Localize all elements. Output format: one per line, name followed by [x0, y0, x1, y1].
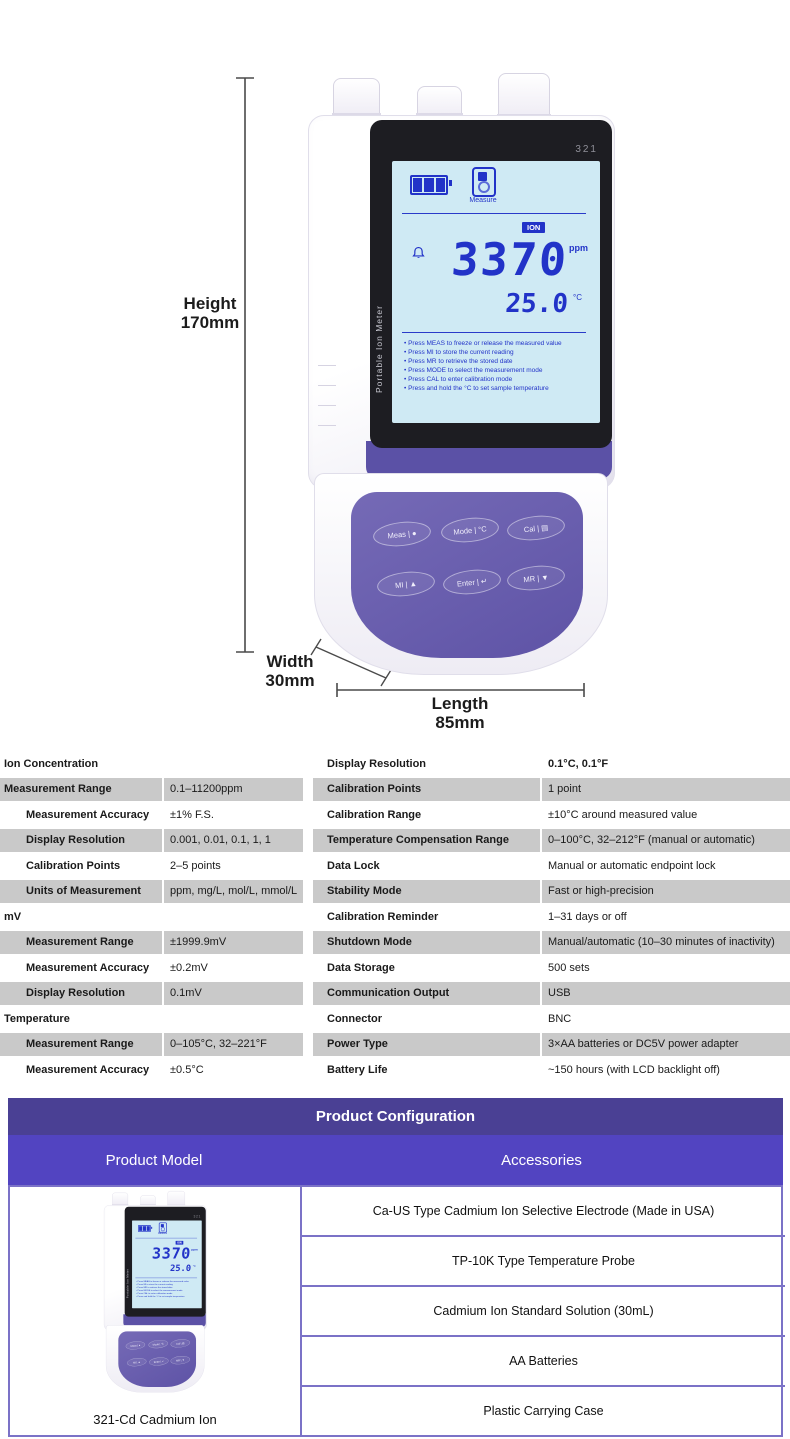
spec-value: ±0.2mV: [162, 956, 303, 980]
keypad-button: Enter | ↵: [442, 567, 502, 597]
ion-reading-value: 3370: [151, 1244, 192, 1263]
grip-line: [318, 425, 336, 426]
accessories-list: [302, 1187, 785, 1435]
spec-label: Connector: [327, 1012, 382, 1025]
keypad-button: Cal | ▤: [506, 513, 566, 543]
lcd-instruction-line: • Press MR to retrieve the stored date: [404, 357, 594, 366]
ion-meter-image: [308, 73, 613, 673]
lcd-instruction-line: • Press MEAS to freeze or release the measured value: [404, 339, 594, 348]
lcd-screen: [392, 161, 600, 423]
spec-value: [162, 752, 303, 776]
length-value: 85mm: [435, 713, 485, 732]
temperature-unit: °C: [573, 293, 582, 302]
temperature-unit: °C: [192, 1264, 196, 1268]
spec-row: [313, 982, 790, 1008]
spec-label: Measurement Accuracy: [26, 1063, 150, 1076]
product-configuration-table: [8, 1098, 783, 1437]
spec-value: ±1% F.S.: [162, 803, 303, 827]
width-value: 30mm: [265, 671, 315, 690]
spec-value: 0.1–11200ppm: [162, 778, 303, 802]
config-header-row: [8, 1135, 783, 1185]
spec-label: Power Type: [327, 1038, 388, 1051]
product-model-cell: [10, 1187, 302, 1435]
grip-line: [318, 385, 336, 386]
keypad-button: Enter | ↵: [149, 1357, 169, 1367]
accessory-item: Ca-US Type Cadmium Ion Selective Electrode (Made in USA): [302, 1187, 785, 1237]
spec-label: Calibration Reminder: [327, 910, 439, 923]
spec-row: [313, 1033, 790, 1059]
spec-value: 0.1mV: [162, 982, 303, 1006]
spec-label: Display Resolution: [26, 834, 126, 847]
spec-label: Measurement Accuracy: [26, 961, 150, 974]
lcd-instructions: [136, 1280, 200, 1298]
lcd-screen: [132, 1220, 202, 1308]
spec-value: ±1999.9mV: [162, 931, 303, 955]
spec-row: [313, 778, 790, 804]
ion-reading-unit: ppm: [191, 1247, 198, 1252]
config-body: [8, 1185, 783, 1437]
spec-value: ~150 hours (with LCD backlight off): [540, 1058, 790, 1082]
lcd-instruction-line: • Press and hold the °C to set sample temperature: [404, 384, 594, 393]
spec-row: [0, 778, 303, 804]
spec-value: ppm, mg/L, mol/L, mmol/L: [162, 880, 303, 904]
length-dimension-label: [382, 694, 538, 732]
lcd-instruction-line: • Press and hold the °C to set sample temperature: [136, 1295, 200, 1298]
spec-label: Battery Life: [327, 1063, 388, 1076]
spec-label: Shutdown Mode: [327, 936, 412, 949]
spec-row: [313, 956, 790, 982]
height-dimension-line: [236, 78, 254, 652]
meter-lower-body: [314, 473, 608, 675]
spec-value: ±0.5°C: [162, 1058, 303, 1082]
config-col-accessories: Accessories: [501, 1151, 582, 1169]
spec-row: [0, 752, 303, 778]
ion-reading-unit: ppm: [569, 243, 588, 253]
spec-value: 500 sets: [540, 956, 790, 980]
spec-value: 1 point: [540, 778, 790, 802]
ion-reading-value: 3370: [449, 233, 570, 286]
spec-row: [0, 1058, 303, 1084]
lcd-instruction-line: • Press MODE to select the measurement mode: [404, 366, 594, 375]
accessory-item: TP-10K Type Temperature Probe: [302, 1237, 785, 1287]
spec-value: 1–31 days or off: [540, 905, 790, 929]
spec-label: mV: [4, 910, 22, 923]
accessory-item: AA Batteries: [302, 1337, 785, 1387]
spec-label: Display Resolution: [327, 757, 427, 770]
spec-row: [0, 803, 303, 829]
spec-row: [313, 803, 790, 829]
spec-label: Measurement Range: [4, 783, 112, 796]
model-number-label: 321: [193, 1214, 202, 1219]
spec-row: [313, 752, 790, 778]
spec-label: Ion Concentration: [4, 757, 99, 770]
spec-value: ±10°C around measured value: [540, 803, 790, 827]
grip-line: [318, 405, 336, 406]
battery-icon: [138, 1225, 151, 1232]
spec-row: [0, 982, 303, 1008]
side-brand-label: Portable Ion Meter: [374, 305, 384, 393]
spec-label: Display Resolution: [26, 987, 126, 1000]
spec-value: Manual or automatic endpoint lock: [540, 854, 790, 878]
spec-row: [313, 854, 790, 880]
spec-label: Calibration Points: [26, 859, 121, 872]
battery-icon: [410, 175, 448, 195]
lcd-instruction-line: • Press MEAS to freeze or release the measured value: [136, 1280, 200, 1283]
spec-label: Units of Measurement: [26, 885, 141, 898]
spec-row: [0, 829, 303, 855]
spec-value: [162, 1007, 303, 1031]
spec-row: [0, 905, 303, 931]
grip-line: [318, 365, 336, 366]
config-title: Product Configuration: [8, 1098, 783, 1135]
spec-row: [313, 829, 790, 855]
measure-label: Measure: [469, 197, 497, 204]
specifications-table: [0, 752, 790, 1084]
measure-label: Measure: [157, 1232, 168, 1235]
temperature-value: 25.0: [169, 1263, 192, 1274]
spec-label: Calibration Range: [327, 808, 422, 821]
height-label: Height: [183, 294, 237, 313]
model-number-label: 321: [575, 144, 598, 155]
height-value: 170mm: [180, 313, 240, 332]
spec-row: [313, 1007, 790, 1033]
keypad-button: Meas | ●: [372, 519, 432, 549]
spec-value: 0–100°C, 32–212°F (manual or automatic): [540, 829, 790, 853]
lcd-instruction-line: • Press CAL to enter calibration mode: [136, 1292, 200, 1295]
spec-value: [162, 905, 303, 929]
meter-lower-body: [106, 1325, 204, 1393]
side-brand-label: Portable Ion Meter: [126, 1268, 130, 1299]
lcd-instruction-line: • Press MODE to select the measurement mode: [136, 1289, 200, 1292]
keypad-button: MR | ▼: [170, 1355, 190, 1365]
spec-value: 0–105°C, 32–221°F: [162, 1033, 303, 1057]
lcd-divider: [402, 213, 586, 214]
spec-value: USB: [540, 982, 790, 1006]
spec-label: Stability Mode: [327, 885, 402, 898]
spec-value: 3×AA batteries or DC5V power adapter: [540, 1033, 790, 1057]
accessory-item: Cadmium Ion Standard Solution (30mL): [302, 1287, 785, 1337]
keypad-button: Mode | °C: [148, 1339, 168, 1349]
keypad-panel: [118, 1331, 196, 1387]
spec-row: [313, 1058, 790, 1084]
ion-mode-badge: ION: [522, 222, 545, 233]
spec-row: [0, 854, 303, 880]
spec-value: 0.1°C, 0.1°F: [540, 752, 790, 776]
spec-value: Manual/automatic (10–30 minutes of inactivity): [540, 931, 790, 955]
keypad-button: MI | ▲: [127, 1357, 147, 1367]
temperature-value: 25.0: [504, 289, 570, 319]
spec-row: [313, 880, 790, 906]
spec-value: 0.001, 0.01, 0.1, 1, 1: [162, 829, 303, 853]
lcd-instruction-line: • Press MI to store the current reading: [136, 1283, 200, 1286]
spec-label: Measurement Accuracy: [26, 808, 150, 821]
spec-value: BNC: [540, 1007, 790, 1031]
keypad-panel: [351, 492, 583, 658]
spec-row: [0, 956, 303, 982]
spec-row: [0, 1007, 303, 1033]
spec-table-left: [0, 752, 303, 1084]
measure-electrode-icon: [472, 167, 496, 197]
keypad-button: MI | ▲: [376, 569, 436, 599]
spec-table-right: [313, 752, 790, 1084]
spec-row: [0, 1033, 303, 1059]
spec-label: Data Storage: [327, 961, 395, 974]
accessory-item: Plastic Carrying Case: [483, 1404, 604, 1418]
spec-value: Fast or high-precision: [540, 880, 790, 904]
height-dimension-label: [148, 294, 272, 332]
product-model-caption: 321-Cd Cadmium Ion: [93, 1412, 217, 1427]
ion-mode-badge: ION: [177, 1241, 182, 1245]
mini-product-image: [104, 1191, 206, 1392]
spec-row: [0, 880, 303, 906]
lcd-instructions: [404, 339, 594, 393]
lcd-instruction-line: • Press CAL to enter calibration mode: [404, 375, 594, 384]
measure-electrode-icon: [159, 1222, 167, 1232]
spec-value: 2–5 points: [162, 854, 303, 878]
spec-label: Communication Output: [327, 987, 450, 1000]
config-col-product-model: Product Model: [105, 1151, 203, 1169]
spec-label: Measurement Range: [26, 1038, 134, 1051]
spec-row: [0, 931, 303, 957]
spec-label: Calibration Points: [327, 783, 422, 796]
lcd-instruction-line: • Press MR to retrieve the stored date: [136, 1286, 200, 1289]
keypad-button: Cal | ▤: [170, 1338, 190, 1348]
keypad-button: Mode | °C: [440, 515, 500, 545]
spec-row: [313, 905, 790, 931]
spec-label: Measurement Range: [26, 936, 134, 949]
keypad-button: Meas | ●: [125, 1340, 145, 1350]
keypad-button: MR | ▼: [506, 563, 566, 593]
length-label: Length: [431, 694, 489, 713]
spec-label: Temperature Compensation Range: [327, 834, 509, 847]
lcd-divider: [402, 332, 586, 333]
width-label: Width: [266, 652, 314, 671]
spec-label: Temperature: [4, 1012, 70, 1025]
spec-label: Data Lock: [327, 859, 380, 872]
lcd-instruction-line: • Press MI to store the current reading: [404, 348, 594, 357]
spec-row: [313, 931, 790, 957]
